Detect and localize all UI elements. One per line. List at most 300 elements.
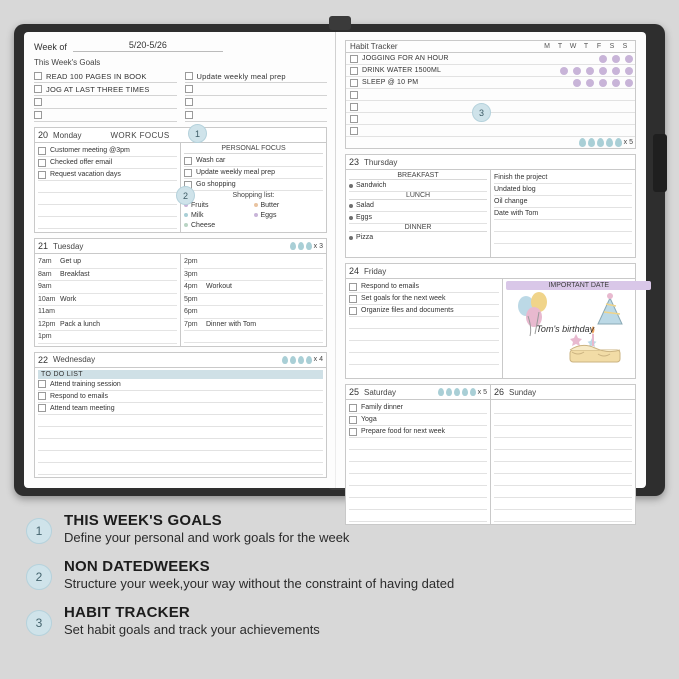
- meal-item[interactable]: [349, 180, 487, 192]
- legend-title: HABIT TRACKER: [64, 604, 190, 621]
- day-number: 26: [494, 387, 505, 397]
- friday-tasks-col: [346, 279, 502, 378]
- day-body: [35, 254, 326, 346]
- checkbox[interactable]: [38, 392, 46, 400]
- time-row[interactable]: [38, 294, 177, 307]
- shopping-label: Cheese: [191, 221, 216, 229]
- day-header: [35, 128, 326, 143]
- day-initial: T: [583, 43, 589, 50]
- task-item[interactable]: [494, 184, 632, 196]
- shopping-item[interactable]: [254, 210, 324, 220]
- day-initial: F: [596, 43, 602, 50]
- planner-book: [14, 24, 665, 496]
- blank-line[interactable]: [494, 414, 632, 426]
- birthday-illustration: [506, 290, 651, 364]
- habit-cell[interactable]: [625, 79, 633, 87]
- task-item[interactable]: [38, 379, 323, 391]
- time-text: Pack a lunch: [60, 320, 101, 328]
- task-item[interactable]: [494, 208, 632, 220]
- bullet-icon: [349, 204, 353, 208]
- day-number: 24: [349, 266, 360, 276]
- day-name: Saturday: [364, 387, 397, 397]
- task-text: Family dinner: [361, 404, 404, 411]
- birthday-note: Tom's birthday: [536, 324, 595, 334]
- task-item[interactable]: [38, 403, 323, 415]
- habit-cell[interactable]: [612, 79, 620, 87]
- day-thursday: [345, 154, 636, 258]
- water-count: x 5: [477, 388, 487, 396]
- time-label: 7pm: [184, 320, 198, 328]
- time-row[interactable]: [38, 256, 177, 269]
- meal-item[interactable]: [349, 200, 487, 212]
- blank-line[interactable]: [38, 205, 177, 217]
- todo-list-banner: TO DO LIST: [38, 370, 323, 379]
- water-tracker[interactable]: [438, 388, 487, 396]
- legend-title: NON DATEDWEEKS: [64, 558, 210, 575]
- shopping-label: Eggs: [260, 211, 277, 219]
- time-label: 4pm: [184, 283, 198, 291]
- shopping-list-title: Shopping list:: [232, 192, 275, 199]
- task-item[interactable]: [349, 414, 487, 426]
- goal-text: Update weekly meal prep: [196, 71, 286, 81]
- task-text: Yoga: [361, 416, 377, 423]
- day-wednesday: [34, 352, 327, 478]
- blank-line[interactable]: [38, 427, 323, 439]
- habit-cell[interactable]: [547, 79, 555, 87]
- day-initial: W: [569, 43, 577, 50]
- task-text: Oil change: [494, 198, 528, 205]
- habit-name: DRINK WATER 1500ML: [362, 67, 442, 74]
- day-name: Sunday: [509, 387, 537, 397]
- day-name: Wednesday: [53, 355, 96, 364]
- blank-line[interactable]: [494, 438, 632, 450]
- blank-line[interactable]: [349, 365, 499, 376]
- meal-text: Salad: [356, 202, 374, 209]
- blank-line[interactable]: [38, 217, 177, 229]
- water-drop-icon: [306, 242, 312, 250]
- day-number: 23: [349, 157, 360, 167]
- shopping-item[interactable]: [184, 200, 254, 210]
- water-drop-icon: [462, 388, 468, 396]
- time-row[interactable]: [38, 331, 177, 344]
- habit-cell[interactable]: [560, 67, 568, 75]
- shopping-item[interactable]: [184, 210, 254, 220]
- habit-cell[interactable]: [573, 67, 581, 75]
- time-label: 5pm: [184, 295, 198, 303]
- time-row[interactable]: [38, 306, 177, 319]
- day-number: 21: [38, 241, 49, 251]
- meal-item[interactable]: [349, 212, 487, 224]
- task-item[interactable]: [184, 155, 323, 167]
- task-item[interactable]: [494, 172, 632, 184]
- checkbox[interactable]: [34, 111, 42, 119]
- habit-cell[interactable]: [612, 55, 620, 63]
- blank-line[interactable]: [494, 220, 632, 232]
- thursday-tasks-col: [490, 170, 635, 257]
- task-text: Organize files and documents: [361, 307, 454, 314]
- water-count: x 4: [313, 356, 323, 363]
- legend-subtitle: Define your personal and work goals for the week: [64, 530, 350, 545]
- day-body: [346, 170, 635, 257]
- checkbox[interactable]: [38, 171, 46, 179]
- legend-item: [26, 512, 656, 545]
- bullet-icon: [349, 184, 353, 188]
- blank-line[interactable]: [349, 486, 487, 498]
- planner-pages: [24, 32, 646, 488]
- water-tracker[interactable]: [282, 356, 323, 364]
- goal-row[interactable]: [34, 109, 177, 122]
- time-col-pm: [180, 254, 326, 346]
- legend-number: 2: [26, 564, 52, 590]
- blank-line[interactable]: [38, 439, 323, 451]
- habit-cell[interactable]: [586, 79, 594, 87]
- legend-number: 1: [26, 518, 52, 544]
- day-header: [346, 155, 635, 170]
- blank-line[interactable]: [349, 317, 499, 329]
- day-initial: M: [544, 43, 550, 50]
- day-initial: S: [622, 43, 628, 50]
- left-page: [24, 32, 335, 488]
- time-text: Get up: [60, 258, 82, 266]
- habit-cell[interactable]: [547, 67, 555, 75]
- habit-cell[interactable]: [612, 67, 620, 75]
- callout-badge-3: 3: [472, 103, 491, 122]
- blank-line[interactable]: [38, 193, 177, 205]
- bullet-icon: [349, 216, 353, 220]
- blank-line[interactable]: [349, 329, 499, 341]
- time-row[interactable]: [184, 319, 323, 332]
- time-label: 8am: [38, 270, 52, 278]
- checkbox[interactable]: [185, 85, 193, 93]
- book-spine-top: [329, 16, 351, 30]
- goal-row[interactable]: [185, 70, 328, 83]
- blank-line[interactable]: [494, 450, 632, 462]
- callout-badge-1: 1: [188, 124, 207, 143]
- meals-col: [346, 170, 490, 257]
- habit-cell[interactable]: [599, 79, 607, 87]
- blank-line[interactable]: [349, 341, 499, 353]
- habit-cell[interactable]: [625, 67, 633, 75]
- task-text: Attend team meeting: [50, 404, 115, 412]
- water-drop-icon: [588, 138, 595, 147]
- callout-badge-2: 2: [176, 186, 195, 205]
- checkbox[interactable]: [349, 404, 357, 412]
- task-item[interactable]: [184, 179, 323, 191]
- checkbox[interactable]: [185, 98, 193, 106]
- legend-subtitle: Structure your week,your way without the constraint of having dated: [64, 576, 455, 591]
- day-name: Monday: [53, 130, 82, 140]
- habit-cell[interactable]: [625, 55, 633, 63]
- water-drop-icon: [290, 242, 296, 250]
- week-of-label: Week of: [34, 42, 67, 52]
- goal-row[interactable]: [34, 96, 177, 109]
- checkbox[interactable]: [349, 307, 357, 315]
- water-tracker[interactable]: [579, 138, 635, 147]
- habit-header: [346, 41, 635, 53]
- goal-text: READ 100 PAGES IN BOOK: [46, 71, 147, 81]
- goals-title: This Week's Goals: [34, 58, 101, 67]
- blank-line[interactable]: [494, 402, 632, 414]
- time-row[interactable]: [184, 269, 323, 282]
- habit-cell[interactable]: [547, 55, 555, 63]
- checkbox[interactable]: [350, 127, 358, 135]
- task-text: Respond to emails: [50, 392, 108, 400]
- habit-row[interactable]: [346, 77, 635, 89]
- task-text: Wash car: [196, 157, 226, 164]
- blank-line[interactable]: [38, 451, 323, 463]
- habit-days: [543, 43, 631, 50]
- time-row[interactable]: [184, 294, 323, 307]
- legend-title: THIS WEEK'S GOALS: [64, 512, 222, 529]
- shopping-label: Milk: [191, 211, 204, 219]
- checkbox[interactable]: [34, 98, 42, 106]
- work-focus-col: [35, 143, 180, 232]
- goal-text: JOG AT LAST THREE TIMES: [46, 84, 150, 94]
- lunch-title: LUNCH: [349, 192, 487, 200]
- habit-marks[interactable]: [547, 55, 635, 63]
- blank-line[interactable]: [494, 474, 632, 486]
- checkbox[interactable]: [184, 169, 192, 177]
- work-focus-title: WORK FOCUS: [110, 130, 170, 140]
- time-text: Work: [60, 295, 77, 303]
- goals-col-left: [34, 70, 177, 122]
- blank-line[interactable]: [494, 426, 632, 438]
- day-header: [346, 264, 635, 279]
- checkbox[interactable]: [34, 85, 42, 93]
- legend-item: [26, 558, 656, 591]
- water-tracker[interactable]: [290, 242, 323, 250]
- habit-water-row[interactable]: [346, 137, 635, 148]
- time-label: 7am: [38, 258, 52, 266]
- day-tuesday: [34, 238, 327, 347]
- habit-cell[interactable]: [573, 55, 581, 63]
- meal-text: Pizza: [356, 234, 374, 241]
- water-drop-icon: [438, 388, 444, 396]
- blank-line[interactable]: [38, 181, 177, 193]
- task-item[interactable]: [38, 169, 177, 181]
- personal-focus-col: [180, 143, 326, 232]
- blank-line[interactable]: [38, 415, 323, 427]
- habit-cell[interactable]: [573, 79, 581, 87]
- blank-line[interactable]: [494, 462, 632, 474]
- day-name: Tuesday: [53, 241, 84, 251]
- checkbox[interactable]: [350, 103, 358, 111]
- blank-line[interactable]: [349, 462, 487, 474]
- goal-row[interactable]: [185, 96, 328, 109]
- habit-cell[interactable]: [599, 67, 607, 75]
- bullet-icon: [254, 203, 258, 207]
- day-friday: [345, 263, 636, 379]
- shopping-list: [184, 200, 323, 230]
- habit-marks[interactable]: [547, 79, 635, 87]
- meal-text: Eggs: [356, 214, 372, 221]
- habit-row[interactable]: [346, 89, 635, 101]
- day-initial: S: [609, 43, 615, 50]
- water-drop-icon: [454, 388, 460, 396]
- checkbox[interactable]: [184, 157, 192, 165]
- checkbox[interactable]: [350, 55, 358, 63]
- goals-col-right: [185, 70, 328, 122]
- checkbox[interactable]: [350, 67, 358, 75]
- week-of-value[interactable]: 5/20-5/26: [73, 40, 223, 52]
- habit-row[interactable]: [346, 125, 635, 137]
- habit-name: SLEEP @ 10 PM: [362, 79, 419, 86]
- checkbox[interactable]: [350, 79, 358, 87]
- blank-line[interactable]: [184, 331, 323, 343]
- checkbox[interactable]: [185, 72, 193, 80]
- important-date-badge: IMPORTANT DATE: [506, 281, 651, 290]
- day-header: [346, 385, 490, 400]
- checkbox[interactable]: [349, 283, 357, 291]
- habit-cell[interactable]: [560, 79, 568, 87]
- blank-line[interactable]: [349, 450, 487, 462]
- shopping-label: Butter: [260, 201, 280, 209]
- task-text: Prepare food for next week: [361, 428, 446, 435]
- time-row[interactable]: [184, 306, 323, 319]
- checkbox[interactable]: [349, 428, 357, 436]
- time-label: 3pm: [184, 270, 198, 278]
- task-item[interactable]: [38, 145, 177, 157]
- task-text: Go shopping: [196, 181, 236, 188]
- day-weekend: [345, 384, 636, 525]
- week-of: [34, 40, 327, 52]
- time-row[interactable]: [184, 256, 323, 269]
- checkbox[interactable]: [38, 380, 46, 388]
- time-text: Dinner with Tom: [206, 320, 257, 328]
- goal-row[interactable]: [34, 83, 177, 96]
- blank-lines: [38, 415, 323, 475]
- checkbox[interactable]: [38, 404, 46, 412]
- legend-item: [26, 604, 656, 637]
- day-header: [35, 239, 326, 254]
- blank-line[interactable]: [494, 244, 632, 255]
- time-label: 1pm: [38, 333, 52, 341]
- task-item[interactable]: [494, 196, 632, 208]
- checkbox[interactable]: [38, 147, 46, 155]
- blank-line[interactable]: [349, 438, 487, 450]
- blank-line[interactable]: [349, 474, 487, 486]
- water-drop-icon: [290, 356, 296, 364]
- checkbox[interactable]: [349, 416, 357, 424]
- meal-item[interactable]: [349, 232, 487, 243]
- habit-name: JOGGING FOR AN HOUR: [362, 55, 449, 62]
- task-text: Finish the project: [494, 174, 548, 181]
- checkbox[interactable]: [185, 111, 193, 119]
- water-drop-icon: [470, 388, 476, 396]
- water-drop-icon: [282, 356, 288, 364]
- day-name: Friday: [364, 266, 387, 276]
- blank-line[interactable]: [349, 498, 487, 510]
- task-item[interactable]: [349, 293, 499, 305]
- water-count: x 5: [623, 139, 633, 146]
- task-item[interactable]: [349, 281, 499, 293]
- time-row[interactable]: [38, 269, 177, 282]
- time-row[interactable]: [184, 281, 323, 294]
- task-text: Checked offer email: [50, 159, 113, 166]
- checkbox[interactable]: [350, 115, 358, 123]
- time-label: 2pm: [184, 258, 198, 266]
- blank-lines: [494, 402, 632, 522]
- task-text: Set goals for the next week: [361, 295, 446, 302]
- task-text: Respond to emails: [361, 283, 419, 290]
- day-header: [491, 385, 635, 400]
- time-row[interactable]: [38, 319, 177, 332]
- time-label: 9am: [38, 283, 52, 291]
- checkbox[interactable]: [38, 159, 46, 167]
- habit-title: Habit Tracker: [350, 42, 398, 51]
- task-item[interactable]: [349, 426, 487, 438]
- legend: [26, 512, 656, 650]
- elastic-band: [653, 134, 667, 192]
- day-number: 20: [38, 130, 49, 140]
- task-text: Attend training session: [50, 380, 121, 388]
- blank-line[interactable]: [494, 232, 632, 244]
- time-label: 6pm: [184, 308, 198, 316]
- personal-focus-title: PERSONAL FOCUS: [184, 145, 323, 154]
- legend-number: 3: [26, 610, 52, 636]
- time-text: Breakfast: [60, 270, 90, 278]
- day-name: Thursday: [364, 157, 398, 167]
- time-row[interactable]: [38, 281, 177, 294]
- goal-row[interactable]: [34, 70, 177, 83]
- time-col-am: [35, 254, 180, 346]
- saturday-col: [346, 385, 490, 524]
- habit-cell[interactable]: [599, 55, 607, 63]
- habit-row[interactable]: [346, 65, 635, 77]
- water-drop-icon: [606, 138, 613, 147]
- blank-line[interactable]: [38, 463, 323, 475]
- task-item[interactable]: [349, 305, 499, 317]
- checkbox[interactable]: [350, 91, 358, 99]
- time-label: 11am: [38, 308, 55, 316]
- task-text: Update weekly meal prep: [196, 169, 275, 176]
- bullet-icon: [254, 213, 258, 217]
- blank-line[interactable]: [494, 498, 632, 510]
- checkbox[interactable]: [349, 295, 357, 303]
- blank-line[interactable]: [494, 486, 632, 498]
- habit-cell[interactable]: [586, 55, 594, 63]
- checkbox[interactable]: [34, 72, 42, 80]
- habit-marks[interactable]: [547, 67, 635, 75]
- breakfast-title: BREAKFAST: [349, 172, 487, 180]
- day-header: [35, 353, 326, 368]
- shopping-item[interactable]: [184, 220, 254, 230]
- goal-row[interactable]: [185, 109, 328, 122]
- habit-cell[interactable]: [586, 67, 594, 75]
- task-item[interactable]: [38, 157, 177, 169]
- blank-lines: [349, 438, 487, 522]
- habit-cell[interactable]: [560, 55, 568, 63]
- goal-row[interactable]: [185, 83, 328, 96]
- task-item[interactable]: [349, 402, 487, 414]
- important-date-col: [502, 279, 654, 378]
- habit-row[interactable]: [346, 53, 635, 65]
- habit-tracker: [345, 40, 636, 149]
- sunday-col: [490, 385, 635, 524]
- water-drop-icon: [615, 138, 622, 147]
- water-drop-icon: [579, 138, 586, 147]
- task-item[interactable]: [184, 167, 323, 179]
- shopping-label: Fruits: [191, 201, 209, 209]
- task-text: Customer meeting @3pm: [50, 147, 130, 154]
- task-item[interactable]: [38, 391, 323, 403]
- day-number: 25: [349, 387, 360, 397]
- water-drop-icon: [298, 242, 304, 250]
- day-initial: T: [557, 43, 563, 50]
- shopping-item[interactable]: [254, 200, 324, 210]
- blank-line[interactable]: [349, 353, 499, 365]
- water-drop-icon: [446, 388, 452, 396]
